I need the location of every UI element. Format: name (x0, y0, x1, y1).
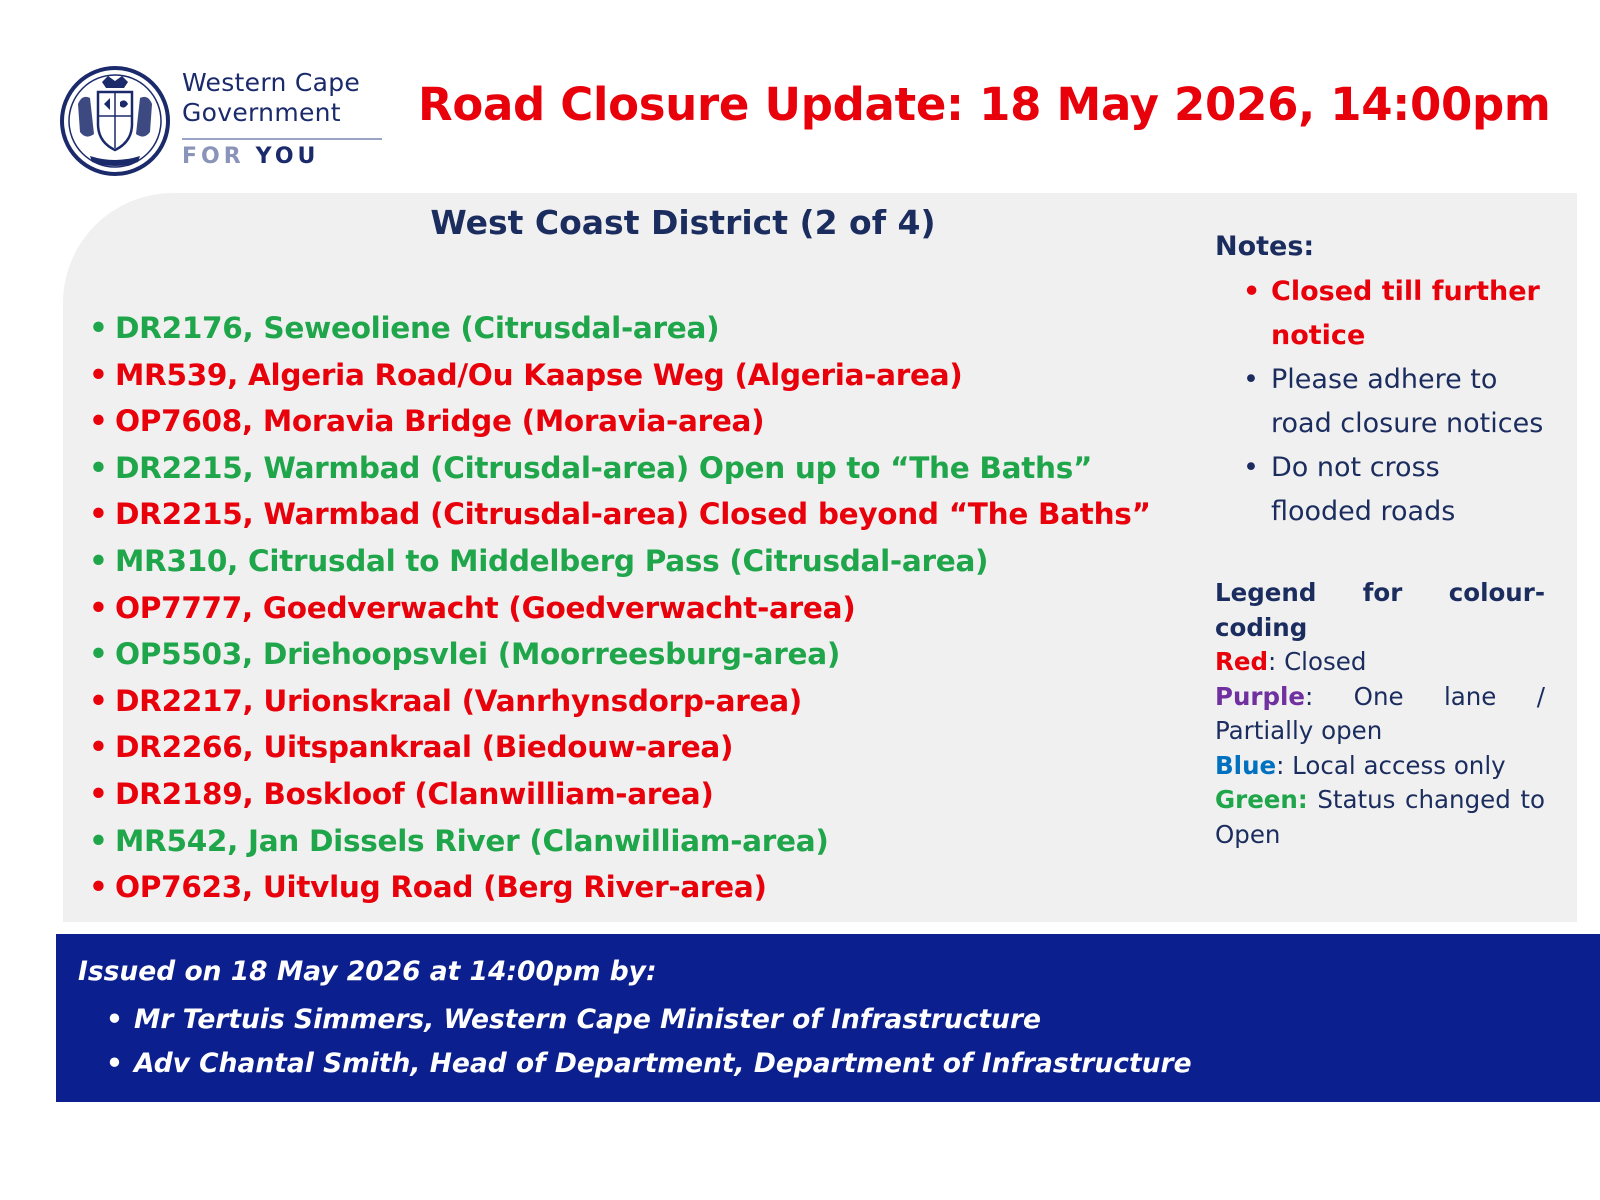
legend-key-blue: Blue (1215, 750, 1277, 780)
logo-divider (182, 138, 382, 140)
bullet-icon: • (89, 450, 108, 485)
legend-row-purple (1215, 680, 1545, 749)
signatory-item (106, 1042, 1192, 1086)
issued-by-footer (56, 934, 1600, 1102)
road-item (89, 352, 1151, 399)
bullet-icon: • (89, 637, 108, 672)
bullet-icon: • (1243, 364, 1259, 395)
bullet-icon: • (89, 357, 108, 392)
road-item (89, 771, 1151, 818)
road-text: DR2189, Boskloof (Clanwilliam-area) (115, 776, 714, 811)
note-item (1215, 358, 1545, 446)
road-text: OP7623, Uitvlug Road (Berg River-area) (115, 870, 767, 905)
signatory-text: Mr Tertuis Simmers, Western Cape Minister of Infrastructure (134, 1004, 1042, 1035)
road-item (89, 678, 1151, 725)
bullet-icon: • (106, 1004, 123, 1035)
legend-row-blue (1215, 749, 1545, 784)
notes-section (1215, 231, 1545, 852)
district-title: West Coast District (2 of 4) (430, 203, 936, 242)
road-item (89, 818, 1151, 865)
road-text: MR542, Jan Dissels River (Clanwilliam-area) (115, 823, 829, 858)
road-item (89, 491, 1151, 538)
road-item (89, 724, 1151, 771)
bullet-icon: • (89, 776, 108, 811)
logo-tagline-for: FOR (182, 144, 245, 169)
road-text: OP7608, Moravia Bridge (Moravia-area) (115, 404, 765, 439)
bullet-icon: • (89, 543, 108, 578)
road-text: DR2215, Warmbad (Citrusdal-area) Closed beyond “The Baths” (115, 497, 1151, 532)
bullet-icon: • (89, 311, 108, 345)
road-item (89, 445, 1151, 492)
road-text: DR2215, Warmbad (Citrusdal-area) Open up to “The Baths” (115, 450, 1093, 485)
bullet-icon: • (89, 823, 108, 858)
road-text: DR2217, Urionskraal (Vanrhynsdorp-area) (115, 683, 802, 718)
legend-row-red (1215, 645, 1545, 680)
signatory-item (106, 998, 1192, 1042)
road-item (89, 398, 1151, 445)
logo-text-line2: Government (182, 98, 341, 127)
bullet-icon: • (89, 730, 108, 765)
road-item (89, 538, 1151, 585)
road-item (89, 864, 1151, 911)
legend-desc-red: : Closed (1268, 647, 1367, 676)
bullet-icon: • (89, 404, 108, 439)
bullet-icon: • (1243, 452, 1259, 483)
road-list (89, 305, 1151, 911)
content-panel (63, 193, 1577, 922)
footer-intro: Issued on 18 May 2026 at 14:00pm by: (78, 956, 657, 987)
coat-of-arms-icon (58, 64, 172, 178)
page-title: Road Closure Update: 18 May 2026, 14:00pm (418, 78, 1551, 131)
note-text: Closed till further notice (1271, 276, 1540, 351)
legend-heading: Legend for colour-coding (1215, 578, 1545, 642)
legend-key-red: Red (1215, 647, 1269, 676)
legend-row-green (1215, 783, 1545, 852)
road-text: MR539, Algeria Road/Ou Kaapse Weg (Algeria-area) (115, 357, 963, 392)
note-item (1215, 270, 1545, 358)
bullet-icon: • (89, 683, 108, 718)
road-text: DR2266, Uitspankraal (Biedouw-area) (115, 730, 734, 765)
legend-desc-green: Status changed to Open (1215, 785, 1545, 849)
bullet-icon: • (1243, 276, 1261, 307)
note-text: Do not cross flooded roads (1271, 452, 1456, 527)
bullet-icon: • (89, 870, 108, 905)
notes-list (1215, 270, 1545, 534)
logo-text-line1: Western Cape (182, 68, 361, 97)
legend-key-green: Green: (1215, 785, 1308, 814)
legend-key-purple: Purple (1215, 681, 1306, 711)
logo-tagline-you: YOU (255, 144, 320, 169)
government-logo (58, 58, 388, 174)
signatory-text: Adv Chantal Smith, Head of Department, Department of Infrastructure (134, 1048, 1192, 1079)
road-text: DR2176, Seweoliene (Citrusdal-area) (115, 311, 720, 345)
road-item (89, 305, 1151, 352)
logo-tagline (182, 144, 319, 169)
road-text: OP5503, Driehoopsvlei (Moorreesburg-area) (115, 637, 840, 672)
road-item (89, 585, 1151, 632)
road-item (89, 631, 1151, 678)
notes-heading: Notes: (1215, 231, 1315, 262)
legend-desc-blue: : Local access only (1276, 750, 1506, 780)
legend-desc-purple: : One lane / Partially open (1215, 681, 1545, 745)
bullet-icon: • (106, 1048, 123, 1079)
note-item (1215, 446, 1545, 534)
note-text: Please adhere to road closure notices (1271, 364, 1544, 439)
colour-legend (1215, 576, 1545, 852)
bullet-icon: • (89, 497, 108, 532)
footer-signatories (106, 998, 1192, 1086)
road-text: OP7777, Goedverwacht (Goedverwacht-area) (115, 590, 856, 625)
bullet-icon: • (89, 590, 108, 625)
road-text: MR310, Citrusdal to Middelberg Pass (Citrusdal-area) (115, 543, 989, 578)
